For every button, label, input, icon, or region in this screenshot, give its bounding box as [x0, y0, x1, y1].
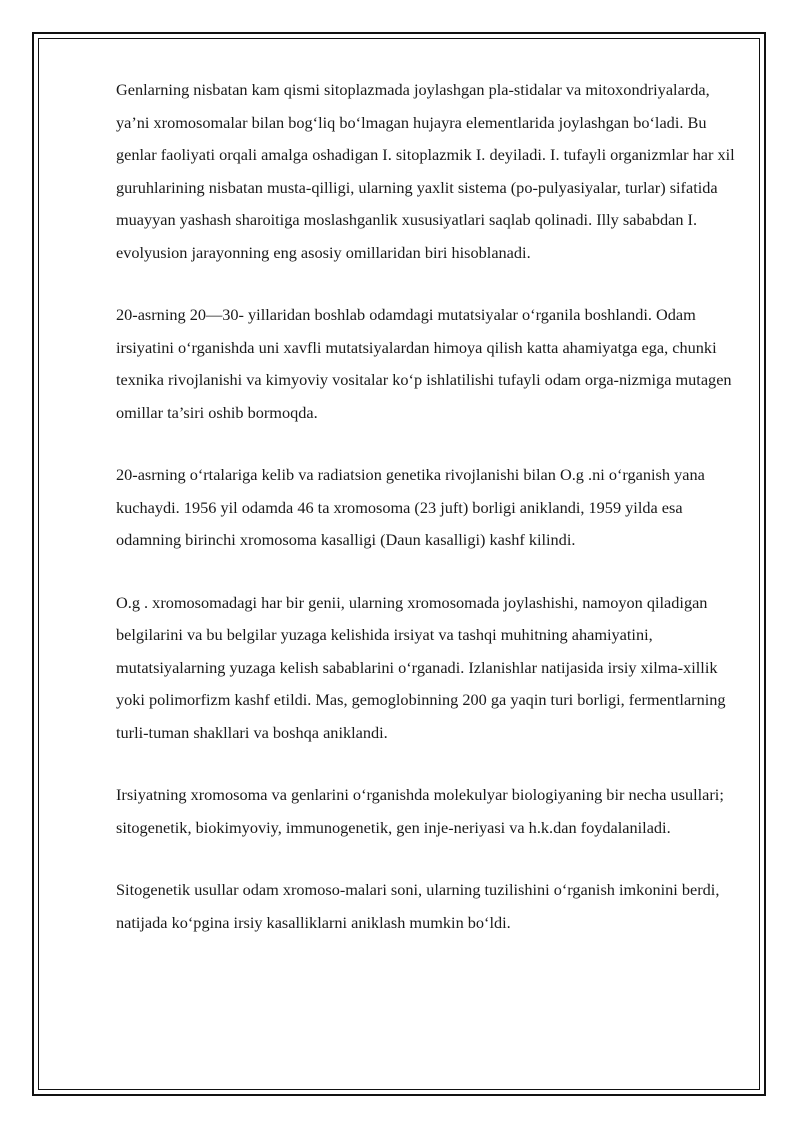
paragraph-radiation-genetics: 20-asrning o‘rtalariga kelib va radiatsion genetika rivojlanishi bilan O.g .ni o‘rganish yana kuchaydi. 1956 yil odamda 46 ta xromosoma (23 juft) borligi aniklandi, 1959 yilda esa odamning birinchi xromosoma kasalligi (Daun kasalligi) kashf kilindi.: [116, 465, 705, 549]
document-body: [116, 74, 740, 969]
paragraph-cytoplasmic-inheritance: Genlarning nisbatan kam qismi sitoplazmada joylashgan pla-stidalar va mitoxondriyalarda, ya’ni xromosomalar bilan bog‘liq bo‘lmagan hujayra elementlarida joylashgan bo‘ladi. Bu genlar faoliyati orqali amalga oshadigan I. sitoplazmik I. deyiladi. I. tufayli organizmlar har xil guruhlarining nisbatan musta-qilligi, ularning yaxlit sistema (po-pulyasiyalar, turlar) sifatida muayyan yashash sharoitiga moslashganlik xususiyatlari saqlab qolinadi. Illy sababdan I. evolyusion jarayonning eng asosiy omillaridan biri hisoblanadi.: [116, 80, 735, 262]
paragraph-gene-study: O.g . xromosomadagi har bir genii, ularning xromosomada joylashishi, namoyon qiladigan belgilarini va bu belgilar yuzaga kelishida irsiyat va tashqi muhitning ahamiyatini, mutatsiyalarning yuzaga kelish sabablarini o‘rganadi. Izlanishlar natijasida irsiy xilma-xillik yoki polimorfizm kashf etildi. Mas, gemoglobinning 200 ga yaqin turi borligi, fermentlarning turli-tuman shakllari va boshqa aniklandi.: [116, 592, 726, 742]
paragraph-research-methods: Irsiyatning xromosoma va genlarini o‘rganishda molekulyar biologiyaning bir necha usullari; sitogenetik, biokimyoviy, immunogenetik, gen inje-neriyasi va h.k.dan foydalaniladi.: [116, 785, 724, 837]
paragraph-human-mutations: 20-asrning 20—30- yillaridan boshlab odamdagi mutatsiyalar o‘rganila boshlandi. Odam irsiyatini o‘rganishda uni xavfli mutatsiyalardan himoya qilish katta ahamiyatga ega, chunki texnika rivojlanishi va kimyoviy vositalar ko‘p ishlatilishi tufayli odam orga-nizmiga mutagen omillar ta’siri oshib bormoqda.: [116, 305, 732, 422]
paragraph-cytogenetic-methods: Sitogenetik usullar odam xromoso-malari soni, ularning tuzilishini o‘rganish imkonini berdi, natijada ko‘pgina irsiy kasalliklarni aniklash mumkin bo‘ldi.: [116, 880, 720, 932]
